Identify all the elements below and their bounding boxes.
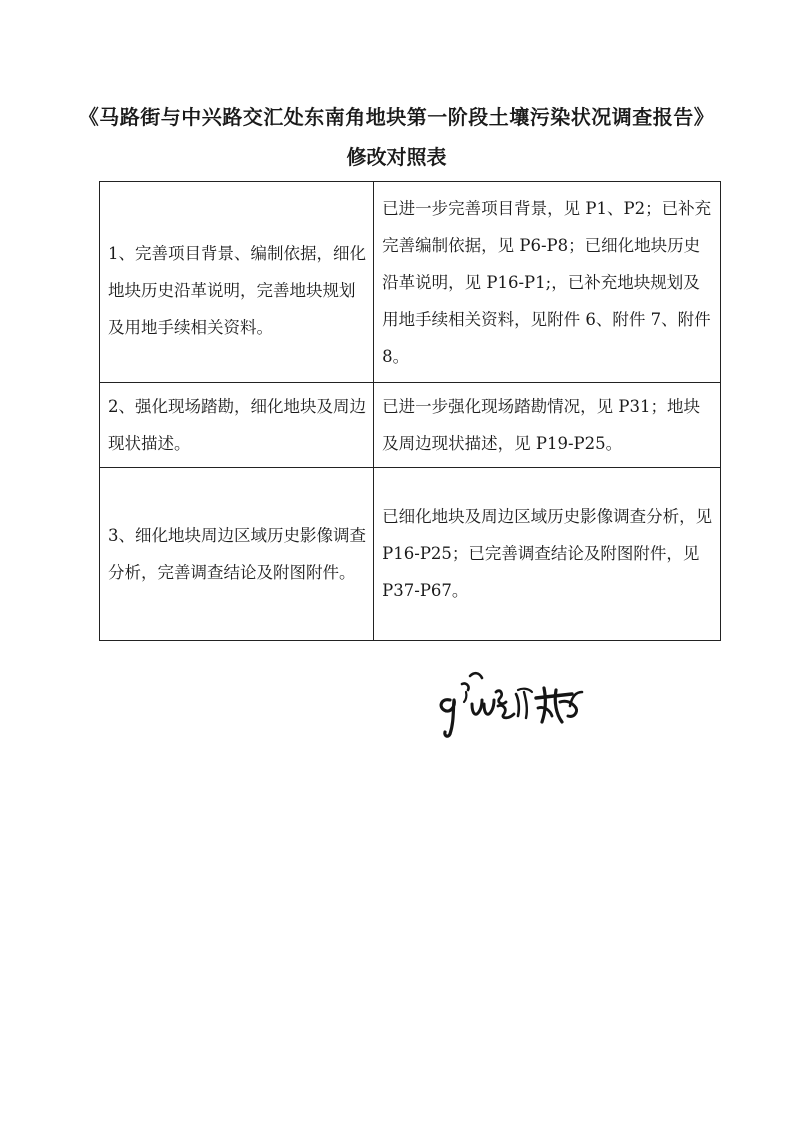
signature-strokes [441, 673, 582, 736]
comment-cell: 3、细化地块周边区域历史影像调查分析，完善调查结论及附图附件。 [100, 468, 374, 641]
revision-table [99, 181, 721, 641]
document-subtitle: 修改对照表 [346, 145, 447, 169]
response-cell: 已进一步强化现场踏勘情况，见 P31；地块及周边现状描述，见 P19-P25。 [374, 383, 721, 468]
response-cell: 已进一步完善项目背景，见 P1、P2；已补充完善编制依据，见 P6-P8；已细化地块历史沿革说明，见 P16-P1;，已补充地块规划及用地手续相关资料，见附件 6、附件 7、附件 8。 [374, 182, 721, 383]
table-row [100, 182, 721, 383]
response-cell: 已细化地块及周边区域历史影像调查分析，见 P16-P25；已完善调查结论及附图附件，见 P37-P67。 [374, 468, 721, 641]
document-title: 《马路街与中兴路交汇处东南角地块第一阶段土壤污染状况调查报告》 [78, 105, 715, 129]
comment-cell: 1、完善项目背景、编制依据，细化地块历史沿革说明，完善地块规划及用地手续相关资料。 [100, 182, 374, 383]
table-row [100, 383, 721, 468]
table-row [100, 468, 721, 641]
comment-cell: 2、强化现场踏勘，细化地块及周边现状描述。 [100, 383, 374, 468]
handwritten-signature [432, 662, 592, 742]
